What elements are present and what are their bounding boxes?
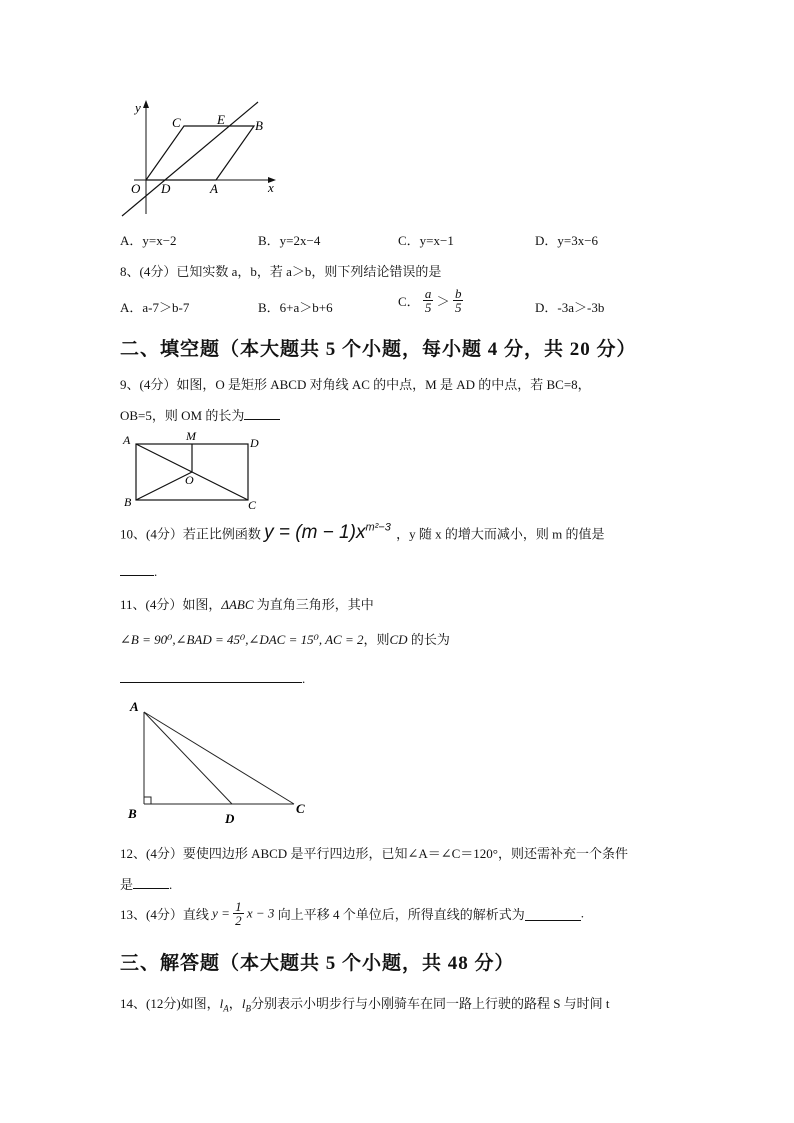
figure-rectangle: [118, 430, 264, 514]
section-2-heading: 二、填空题（本大题共 5 个小题，每小题 4 分，共 20 分）: [120, 339, 637, 360]
q11-cd: CD: [389, 632, 408, 647]
q8-frac1-den: 5: [424, 300, 432, 315]
q9-line2-text: OB=5，则 OM 的长为: [120, 408, 245, 423]
q10-formula-main: y = (m − 1)x: [264, 522, 366, 544]
figure-coordinate-parallelogram: [116, 96, 286, 220]
fig3-label-d: D: [225, 811, 235, 826]
q9-line1: 9、(4分）如图，O 是矩形 ABCD 对角线 AC 的中点，M 是 AD 的中点，若 BC=8，: [120, 377, 591, 392]
q11-line3: [120, 668, 305, 687]
fig2-label-c: C: [248, 498, 257, 512]
fig1-label-d: D: [161, 181, 171, 196]
q10-answer-blank[interactable]: [120, 561, 154, 576]
q12-line2-prefix: 是: [120, 877, 134, 892]
q13-answer-blank[interactable]: [525, 906, 581, 921]
q14-lb-l: l: [241, 996, 246, 1011]
figure-right-triangle: [122, 696, 322, 828]
q12-line2: [120, 874, 172, 893]
q9-answer-blank[interactable]: [244, 405, 280, 420]
q11-mid: ，则: [363, 632, 390, 647]
q11-line1: [120, 594, 374, 613]
q7-option-d: D．y=3x−6: [535, 233, 599, 248]
q11-answer-blank[interactable]: [120, 668, 302, 683]
q7-option-b: B．y=2x−4: [258, 233, 321, 248]
q13-frac-num: 1: [235, 899, 242, 914]
q13-rest: x − 3: [246, 905, 275, 921]
q14-prefix: 14、(12分)如图，: [120, 996, 220, 1011]
q14-suffix: 分别表示小明步行与小刚骑车在同一路上行驶的路程 S 与时间 t: [250, 996, 610, 1011]
q7-option-a: A．y=x−2: [120, 233, 177, 248]
q13-end: .: [580, 905, 584, 921]
q14-line1: [120, 993, 610, 1014]
fig3-label-c: C: [296, 801, 305, 816]
fig1-label-x: x: [268, 180, 274, 195]
q14-lb: [241, 996, 251, 1014]
q13-y-eq: y =: [212, 905, 230, 921]
q14-sep: ，: [228, 996, 242, 1011]
fig1-label-o: O: [131, 181, 141, 196]
q8-frac2-num: b: [454, 286, 462, 301]
q10-suffix: ，y 随 x 的增大而减小，则 m 的值是: [396, 526, 605, 542]
q14-la-l: l: [219, 996, 224, 1011]
q8-option-d: D．-3a＞-3b: [535, 300, 605, 315]
section-3-heading: 三、解答题（本大题共 5 个小题，共 48 分）: [120, 953, 515, 974]
fig1-label-c: C: [172, 115, 181, 130]
q8-option-a: A．a-7＞b-7: [120, 300, 190, 315]
fig1-label-a: A: [210, 181, 218, 196]
q8-gt-sign: ＞: [436, 294, 450, 309]
q11-triangle: ΔABC: [221, 597, 254, 612]
fig2-label-d: D: [250, 436, 259, 450]
fig1-label-b: B: [255, 118, 263, 133]
q11-line2-end: 的长为: [407, 632, 450, 647]
q8-option-c-prefix: C．: [398, 294, 420, 309]
fig2-label-a: A: [123, 433, 131, 447]
q13-line: [120, 900, 584, 927]
q10-prefix: 10、(4分）若正比例函数: [120, 526, 261, 542]
fig3-label-b: B: [128, 806, 137, 821]
q8-fraction-b: [453, 287, 464, 314]
fig2-label-b: B: [124, 495, 132, 509]
q8-frac1-num: a: [424, 286, 432, 301]
q10-formula: [264, 522, 396, 543]
fig1-label-e: E: [217, 112, 225, 127]
q9-line2: [120, 405, 280, 424]
q11-line1-suffix: 为直角三角形，其中: [253, 597, 374, 612]
q8-option-b: B．6+a＞b+6: [258, 300, 333, 315]
q11-line2: [120, 629, 450, 648]
q8-fraction-a: [423, 287, 434, 314]
fig3-label-a: A: [130, 699, 139, 714]
q10-line1: [120, 522, 604, 544]
q13-fraction: [233, 900, 244, 927]
fig2-label-m: M: [186, 430, 196, 443]
q14-lb-sub: B: [245, 1003, 251, 1014]
q7-option-c: C．y=x−1: [398, 233, 454, 248]
q13-suffix: 向上平移 4 个单位后，所得直线的解析式为: [277, 907, 525, 922]
q10-line2: [120, 561, 157, 580]
q11-end: .: [302, 671, 306, 686]
q12-line1: 12、(4分）要使四边形 ABCD 是平行四边形，已知∠A＝∠C＝120°，则还需补充一个条件: [120, 846, 628, 861]
q8-frac2-den: 5: [454, 300, 462, 315]
q10-formula-exponent: m²−3: [365, 522, 391, 534]
q8-option-c: [398, 287, 463, 314]
q8-stem: 8、(4分）已知实数 a，b，若 a＞b，则下列结论错误的是: [120, 264, 442, 279]
q13-frac-den: 2: [235, 913, 242, 928]
fig2-label-o: O: [185, 473, 194, 487]
q10-end: .: [154, 564, 158, 579]
q11-prefix: 11、(4分）如图，: [120, 597, 222, 612]
fig1-label-y: y: [135, 100, 141, 115]
q14-la-sub: A: [223, 1003, 229, 1014]
q13-prefix: 13、(4分）直线: [120, 907, 209, 922]
q12-answer-blank[interactable]: [133, 874, 169, 889]
q12-end: .: [169, 877, 173, 892]
q14-la: [219, 996, 229, 1014]
q11-condition: ∠B = 90⁰,∠BAD = 45⁰,∠DAC = 15⁰, AC = 2: [120, 632, 364, 647]
